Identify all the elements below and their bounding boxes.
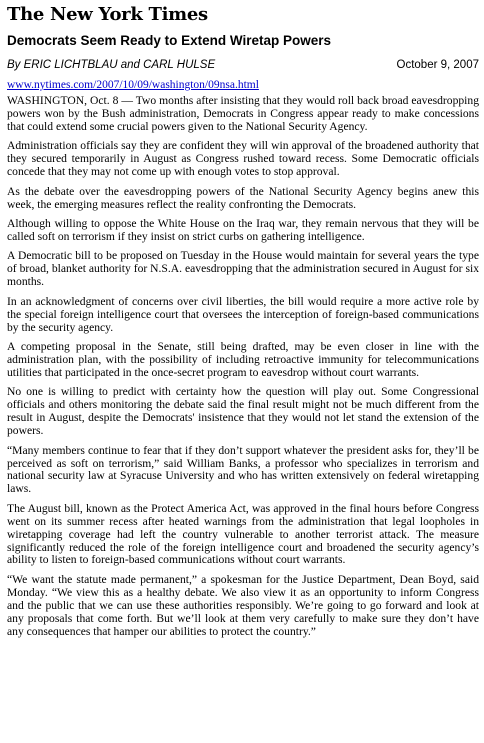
paragraph-7: A competing proposal in the Senate, still being drafted, may be even closer in line with the administration plan, with the possibility of including retroactive immunity for telecommunications utilities that participated in the once-secret program to eavesdrop without court warrants. [7, 340, 479, 379]
paragraph-2: Administration officials say they are confident they will win approval of the broadened authority that they secured temporarily in August as Congress rushed toward recess. Some Democratic officials concede that they may not come up with enough votes to stop approval. [7, 139, 479, 179]
paragraph-11: “We want the statute made permanent,” a spokesman for the Justice Department, Dean Boyd, said Monday. “We view this as a healthy debate. We also view it as an opportunity to inform Congress and the public that we can use these authorities responsibly. We’re going to go forward and look at any proposals that come forth. But we’ll look at them very carefully to make sure they don’t have any consequences that hamper our abilities to protect the country.” [7, 572, 479, 638]
paragraph-9: “Many members continue to fear that if they don’t support whatever the president asks for, they’ll be perceived as soft on terrorism,” said William Banks, a professor who specializes in terrorism and national security law at Syracuse University and who has written extensively on federal wiretapping laws. [7, 443, 479, 496]
article-headline: Democrats Seem Ready to Extend Wiretap Powers [7, 33, 331, 48]
article-url-link[interactable]: www.nytimes.com/2007/10/09/washington/09nsa.html [7, 79, 259, 91]
byline-row [7, 58, 479, 72]
paragraph-3: As the debate over the eavesdropping powers of the National Security Agency begins anew this week, the emerging measures reflect the reality confronting the Democrats. [7, 184, 479, 211]
masthead-logo: The New York Times [7, 4, 208, 25]
paragraph-10: The August bill, known as the Protect America Act, was approved in the final hours before Congress went on its summer recess after heated warnings from the administration that legal loopholes in wiretapping coverage had left the country vulnerable to another terrorist attack. The measure significantly reduced the role of the foreign intelligence court and broadened the security agency’s ability to listen to foreign-based communications without court warrants. [7, 501, 479, 567]
paragraph-5: A Democratic bill to be proposed on Tuesday in the House would maintain for several years the type of broad, blanket authority for N.S.A. eavesdropping that the administration secured in August for six months. [7, 249, 479, 289]
article-body [7, 95, 479, 638]
paragraph-8: No one is willing to predict with certainty how the question will play out. Some Congressional officials and others monitoring the debate said the final result might not be much different from the result in August, despite the Democrats' insistence that they would not let stand the extension of the powers. [7, 385, 479, 438]
byline: By ERIC LICHTBLAU and CARL HULSE [7, 59, 216, 71]
publication-date: October 9, 2007 [396, 59, 479, 71]
paragraph-4: Although willing to oppose the White House on the Iraq war, they remain nervous that they will be called soft on terrorism if they insist on strict curbs on gathering intelligence. [7, 217, 479, 243]
paragraph-1: WASHINGTON, Oct. 8 — Two months after insisting that they would roll back broad eavesdropping powers won by the Bush administration, Democrats in Congress appear ready to make concessions that could extend some crucial powers given to the National Security Agency. [7, 94, 479, 133]
article [7, 0, 479, 645]
paragraph-6: In an acknowledgment of concerns over civil liberties, the bill would require a more active role by the special foreign intelligence court that oversees the interception of foreign-based communications by the security agency. [7, 294, 479, 334]
